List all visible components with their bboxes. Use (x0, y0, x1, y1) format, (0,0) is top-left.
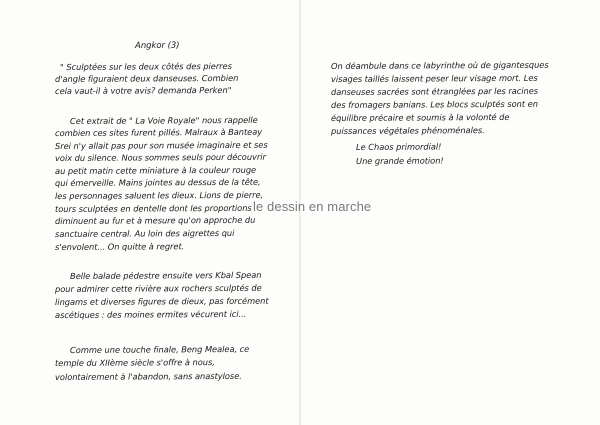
paragraph-line: temple du XIIème siècle s'offre à nous, (55, 357, 215, 368)
paragraph-line: volontairement à l'abandon, sans anastylose. (55, 370, 242, 382)
paragraph-line: ascétiques : des moines ermites vécurent ici... (55, 308, 247, 320)
paragraph-line: Srei n'y allait pas pour son musée imaginaire et ses (55, 139, 268, 151)
paragraph-line: visages taillés laissent peser leur visage mort. Les (331, 72, 538, 84)
paragraph-line: Belle balade pédestre ensuite vers Kbal Spean (70, 269, 262, 281)
paragraph-line: combien ces sites furent pillés. Malraux à Banteay (55, 126, 263, 138)
page-title: Angkor (3) (135, 40, 180, 51)
paragraph-line: puissances végétales phénoménales. (331, 125, 485, 136)
closing-line: Le Chaos primordial! (356, 141, 442, 152)
paragraph-line: pour admirer cette rivière aux rochers sculptés de (55, 282, 262, 294)
paragraph-line: danseuses sacrées sont étranglées par les racines (331, 85, 539, 97)
paragraph-line: sanctuaire central. Au loin des aigrettes qui (55, 227, 235, 239)
paragraph-line: équilibre précaire et soumis à la volonté de (331, 111, 510, 123)
paragraph-line: Cet extrait de " La Voie Royale" nous rappelle (70, 114, 258, 126)
paragraph-line: Comme une touche finale, Beng Mealea, ce (70, 343, 250, 355)
quote-line: d'angle figuraient deux danseuses. Combien (55, 72, 239, 84)
quote-line: " Sculptées sur les deux côtés des pierres (60, 60, 232, 72)
paragraph-line: voix du silence. Nous sommes seuls pour découvrir (55, 151, 266, 163)
watermark-text: le dessin en marche (253, 199, 372, 214)
paragraph-line: s'envolent... On quitte à regret. (55, 241, 185, 252)
paragraph-line: On déambule dans ce labyrinthe où de gigantesques (331, 59, 549, 71)
paragraph-line: les personnages saluent les dieux. Lions de pierre, (55, 189, 264, 201)
paragraph-line: diminuent au fur et à mesure qu'on approche du (55, 214, 256, 226)
paragraph-line: qui émerveille. Mains jointes au dessus de la tête, (55, 176, 261, 188)
quote-line: cela vaut-il à votre avis? demanda Perken" (55, 84, 232, 96)
paragraph-line: des fromagers banians. Les blocs sculptés sont en (331, 98, 538, 110)
paragraph-line: au petit matin cette miniature à la couleur rouge (55, 164, 257, 176)
closing-line: Une grande émotion! (356, 155, 444, 166)
paragraph-line: lingams et diverses figures de dieux, pas forcément (55, 295, 269, 307)
paragraph-line: tours sculptées en dentelle dont les proportions (55, 202, 252, 214)
